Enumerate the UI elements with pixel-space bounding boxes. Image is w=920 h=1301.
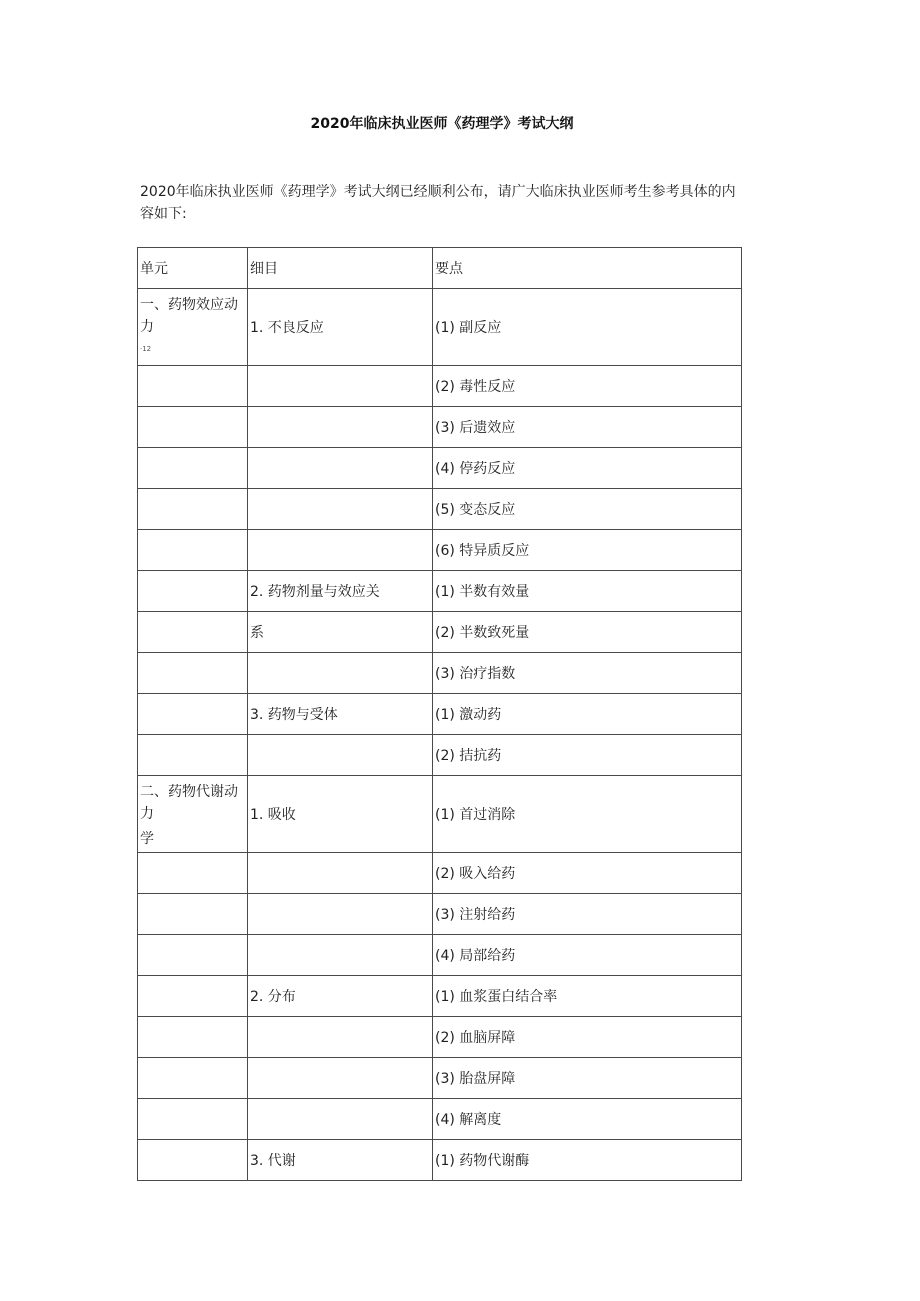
point-cell: (1) 半数有效量 [433,571,742,612]
point-cell: (2) 拮抗药 [433,735,742,776]
item-cell [248,735,433,776]
table-row [138,694,742,735]
table-row [138,612,742,653]
item-cell: 2. 药物剂量与效应关 [248,571,433,612]
item-cell: 1. 不良反应 [248,289,433,366]
point-cell: (6) 特异质反应 [433,530,742,571]
item-cell [248,1017,433,1058]
unit-cell [138,1017,248,1058]
point-cell: (4) 停药反应 [433,448,742,489]
point-cell: (2) 吸入给药 [433,853,742,894]
unit-cell [138,735,248,776]
item-cell [248,894,433,935]
item-cell: 1. 吸收 [248,776,433,853]
unit-cell [138,853,248,894]
unit-cell [138,489,248,530]
table-row [138,1058,742,1099]
point-cell: (3) 治疗指数 [433,653,742,694]
point-cell: (3) 胎盘屏障 [433,1058,742,1099]
table-row [138,1099,742,1140]
item-cell [248,1099,433,1140]
unit-label-tail: ·12 [140,345,152,353]
table-row [138,935,742,976]
table-row [138,976,742,1017]
point-cell: (2) 毒性反应 [433,366,742,407]
item-cell [248,366,433,407]
point-cell: (2) 半数致死量 [433,612,742,653]
point-cell: (2) 血脑屏障 [433,1017,742,1058]
table-row [138,853,742,894]
header-item: 细目 [248,248,433,289]
unit-cell [138,571,248,612]
item-cell [248,1058,433,1099]
item-cell [248,653,433,694]
point-cell: (3) 后遗效应 [433,407,742,448]
document-title: 2020年临床执业医师《药理学》考试大纲 [310,116,574,132]
point-cell: (4) 解离度 [433,1099,742,1140]
table-row [138,571,742,612]
point-cell: (1) 血浆蛋白结合率 [433,976,742,1017]
unit-cell [138,612,248,653]
unit-label-tail: 学 [140,831,154,847]
table-row [138,366,742,407]
item-cell: 2. 分布 [248,976,433,1017]
point-cell: (1) 首过消除 [433,776,742,853]
table-row [138,894,742,935]
unit-cell [138,1099,248,1140]
item-cell: 3. 代谢 [248,1140,433,1181]
unit-cell [138,289,248,366]
point-cell: (1) 药物代谢酶 [433,1140,742,1181]
table-row [138,653,742,694]
table-row [138,1140,742,1181]
unit-cell [138,448,248,489]
table-row [138,448,742,489]
point-cell: (5) 变态反应 [433,489,742,530]
unit-cell [138,694,248,735]
unit-cell [138,935,248,976]
table-row [138,1017,742,1058]
item-cell [248,935,433,976]
unit-cell [138,407,248,448]
table-row [138,776,742,853]
item-cell [248,448,433,489]
table-row [138,289,742,366]
item-cell [248,530,433,571]
table-row [138,735,742,776]
item-cell [248,489,433,530]
unit-cell [138,653,248,694]
point-cell: (1) 激动药 [433,694,742,735]
item-cell [248,853,433,894]
unit-cell [138,976,248,1017]
intro-paragraph: 2020年临床执业医师《药理学》考试大纲已经顺利公布，请广大临床执业医师考生参考具体的内容如下: [140,184,736,222]
header-point: 要点 [433,248,742,289]
syllabus-table [137,247,742,1181]
unit-cell [138,894,248,935]
item-cell: 系 [248,612,433,653]
point-cell: (3) 注射给药 [433,894,742,935]
table-row [138,407,742,448]
point-cell: (1) 副反应 [433,289,742,366]
table-row [138,530,742,571]
header-unit: 单元 [138,248,248,289]
unit-cell [138,530,248,571]
unit-cell [138,1140,248,1181]
unit-cell [138,1058,248,1099]
table-header-row [138,248,742,289]
item-cell: 3. 药物与受体 [248,694,433,735]
point-cell: (4) 局部给药 [433,935,742,976]
unit-cell [138,366,248,407]
unit-label: 一、药物效应动力 [140,297,238,335]
unit-cell [138,776,248,853]
item-cell [248,407,433,448]
table-row [138,489,742,530]
unit-label: 二、药物代谢动力 [140,784,238,822]
